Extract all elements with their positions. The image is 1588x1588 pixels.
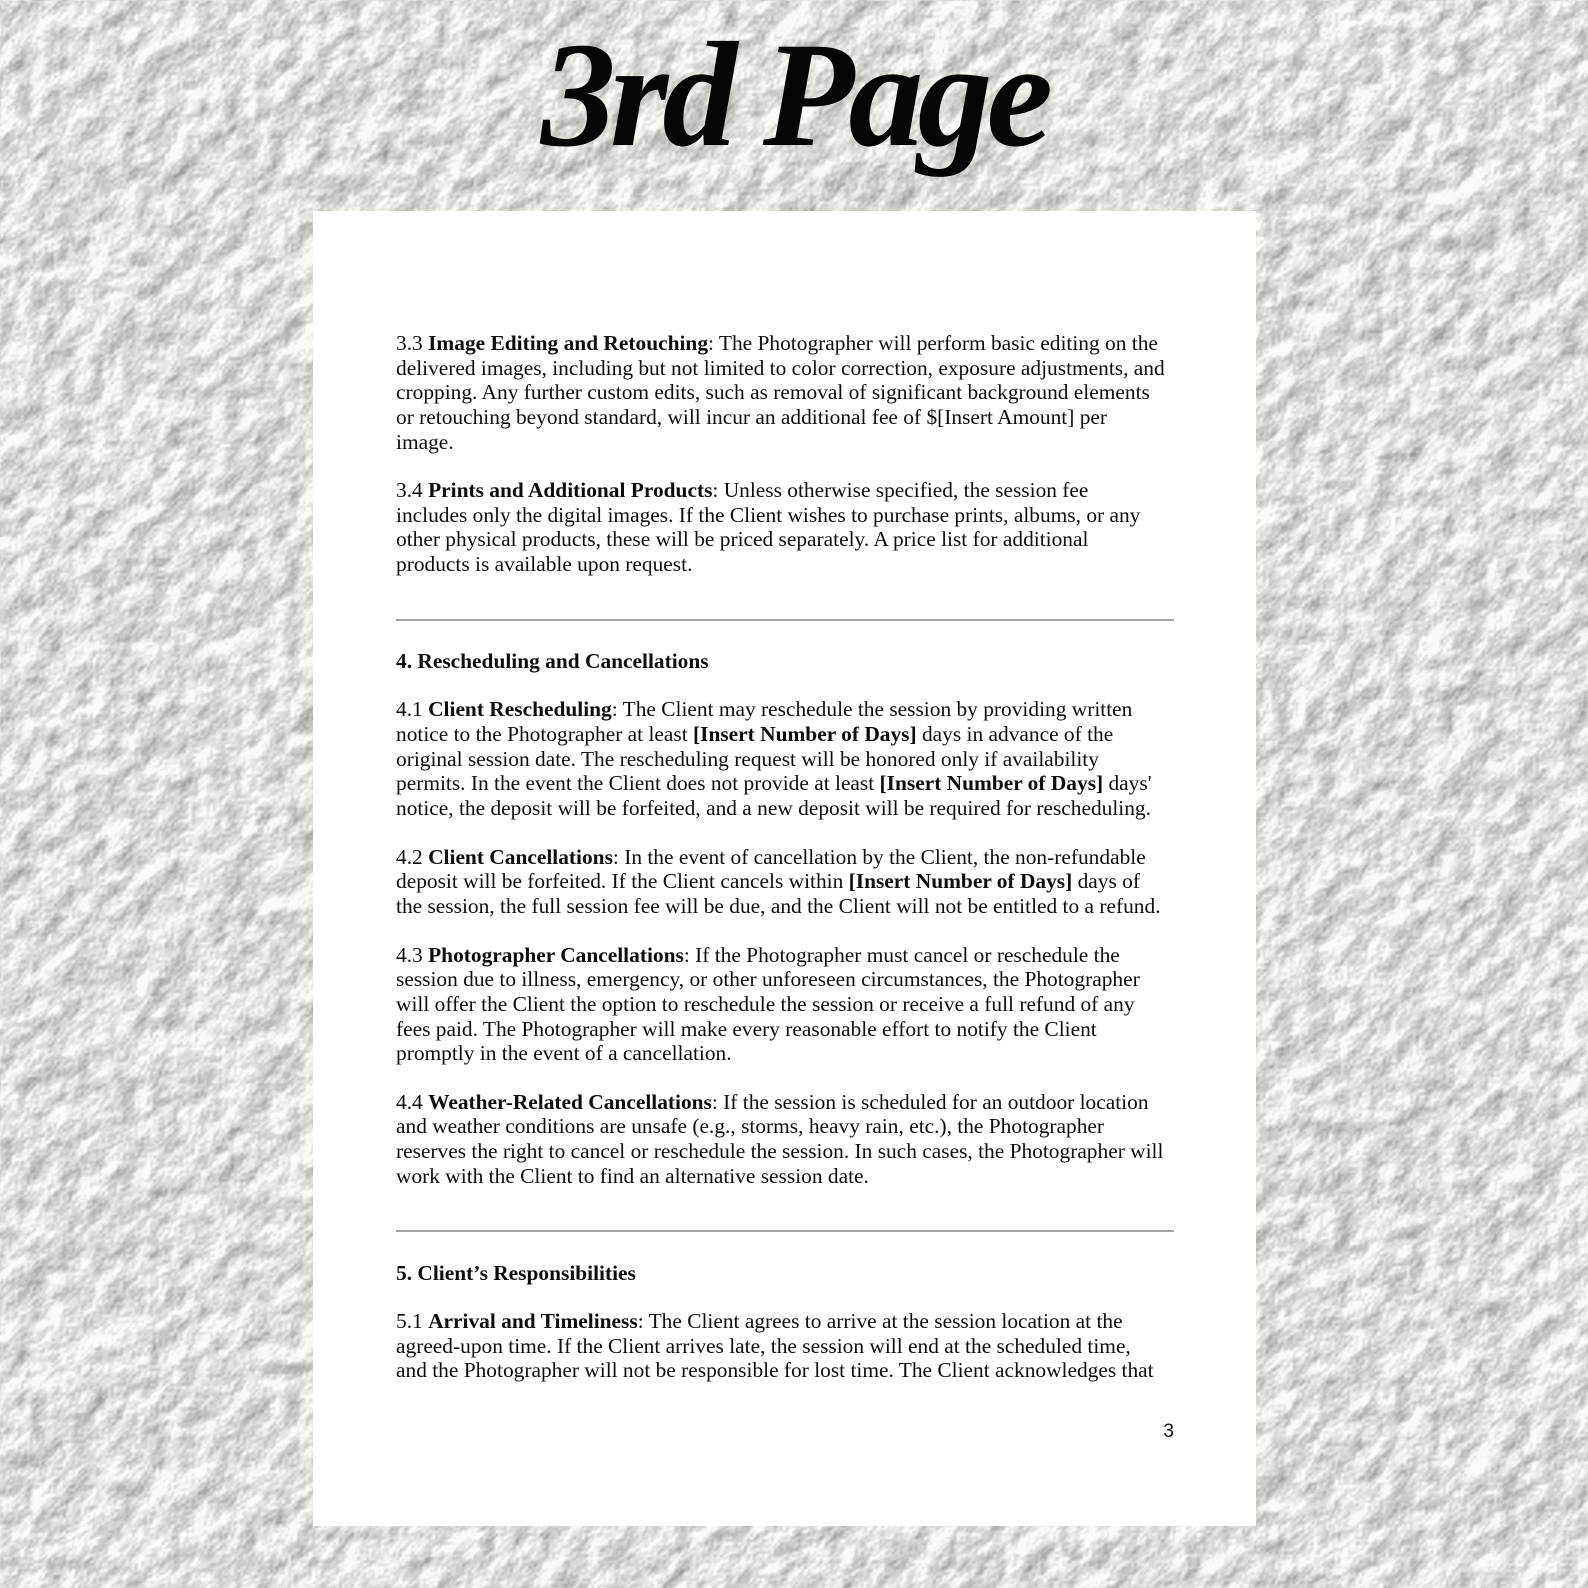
- clause-title: Arrival and Timeliness: [428, 1309, 638, 1334]
- clause-number: 3.4: [396, 478, 423, 503]
- clause-text: : The Photographer will perform basic editing on the: [708, 331, 1158, 355]
- text-line: fees paid. The Photographer will make every reasonable effort to notify the Client: [396, 1016, 1097, 1041]
- days-placeholder: [Insert Number of Days]: [693, 722, 917, 747]
- text-line: the session, the full session fee will be due, and the Client will not be entitled to a refund.: [396, 893, 1161, 918]
- text-line: work with the Client to find an alternative session date.: [396, 1163, 869, 1188]
- clause-title: Weather-Related Cancellations: [428, 1089, 712, 1114]
- clause-text: deposit will be forfeited. If the Client cancels within: [396, 869, 849, 894]
- clause-text: notice to the Photographer at least: [396, 722, 694, 747]
- text-line: cropping. Any further custom edits, such as removal of significant background elements: [396, 380, 1150, 405]
- text-line: and the Photographer will not be responsible for lost time. The Client acknowledges that: [396, 1358, 1154, 1383]
- clause-number: 4.4: [396, 1089, 423, 1114]
- text-line: [396, 1309, 1176, 1334]
- clause-number: 4.3: [396, 942, 423, 967]
- text-line: [396, 1090, 1176, 1115]
- text-line: [396, 771, 1176, 796]
- text-line: or retouching beyond standard, will incur an additional fee of $[Insert Amount] per: [396, 404, 1108, 429]
- text-line: [396, 845, 1176, 870]
- clause-text: permits. In the event the Client does not provide at least: [396, 771, 880, 796]
- clause-number: 4.2: [396, 844, 423, 869]
- clause-4-2: [396, 845, 1176, 919]
- days-placeholder: [Insert Number of Days]: [879, 771, 1104, 796]
- text-line: [396, 722, 1176, 747]
- text-line: image.: [396, 429, 454, 454]
- clause-text: : The Client may reschedule the session by providing written: [611, 697, 1133, 722]
- text-line: [396, 869, 1176, 894]
- text-line: will offer the Client the option to reschedule the session or receive a full refund of any: [396, 991, 1135, 1016]
- clause-text: : The Client agrees to arrive at the session location at the: [637, 1309, 1123, 1334]
- clause-text: : In the event of cancellation by the Client, the non-refundable: [612, 844, 1146, 869]
- text-line: session due to illness, emergency, or other unforeseen circumstances, the Photographer: [396, 967, 1140, 992]
- clause-3-3: [396, 331, 1176, 454]
- text-line: promptly in the event of a cancellation.: [396, 1041, 732, 1066]
- clause-3-4: [396, 478, 1176, 577]
- section-divider: [396, 619, 1174, 621]
- text-line: other physical products, these will be priced separately. A price list for additional: [396, 527, 1089, 552]
- text-line: includes only the digital images. If the Client wishes to purchase prints, albums, or any: [396, 502, 1141, 527]
- clause-title: Client Rescheduling: [428, 697, 612, 722]
- clause-title: Image Editing and Retouching: [428, 331, 709, 355]
- clause-text: : Unless otherwise specified, the session fee: [712, 478, 1089, 503]
- page-title: 3rd Page: [540, 12, 1048, 178]
- document-body: [396, 331, 1176, 1383]
- clause-text: days of: [1072, 869, 1140, 894]
- clause-title: Photographer Cancellations: [428, 942, 684, 967]
- clause-4-1: [396, 697, 1176, 820]
- clause-text: days': [1103, 771, 1152, 796]
- clause-number: 4.1: [396, 697, 423, 722]
- clause-title: Client Cancellations: [428, 844, 613, 869]
- days-placeholder: [Insert Number of Days]: [848, 869, 1073, 894]
- document-page: [313, 211, 1256, 1526]
- clause-text: : If the Photographer must cancel or reschedule the: [683, 942, 1120, 967]
- section-heading-5: 5. Client’s Responsibilities: [396, 1261, 636, 1286]
- clause-5-1: [396, 1309, 1176, 1383]
- clause-number: 3.3: [396, 331, 423, 355]
- text-line: [396, 943, 1176, 968]
- text-line: [396, 331, 1176, 356]
- text-line: agreed-upon time. If the Client arrives late, the session will end at the scheduled time,: [396, 1333, 1131, 1358]
- clause-4-4: [396, 1090, 1176, 1189]
- text-line: delivered images, including but not limited to color correction, exposure adjustments, and: [396, 355, 1165, 380]
- text-line: notice, the deposit will be forfeited, and a new deposit will be required for rescheduling.: [396, 796, 1151, 821]
- text-line: [396, 478, 1176, 503]
- clause-number: 5.1: [396, 1309, 423, 1334]
- section-heading-4: 4. Rescheduling and Cancellations: [396, 649, 709, 674]
- text-line: [396, 697, 1176, 722]
- clause-title: Prints and Additional Products: [428, 478, 713, 503]
- clause-text: days in advance of the: [916, 722, 1114, 747]
- page-number: 3: [1163, 1421, 1174, 1442]
- text-line: products is available upon request.: [396, 552, 693, 577]
- section-divider: [396, 1230, 1174, 1232]
- clause-4-3: [396, 943, 1176, 1066]
- text-line: reserves the right to cancel or reschedule the session. In such cases, the Photographer will: [396, 1139, 1164, 1164]
- text-line: and weather conditions are unsafe (e.g., storms, heavy rain, etc.), the Photographer: [396, 1114, 1105, 1139]
- text-line: original session date. The rescheduling request will be honored only if availability: [396, 746, 1099, 771]
- clause-text: : If the session is scheduled for an outdoor location: [711, 1089, 1149, 1114]
